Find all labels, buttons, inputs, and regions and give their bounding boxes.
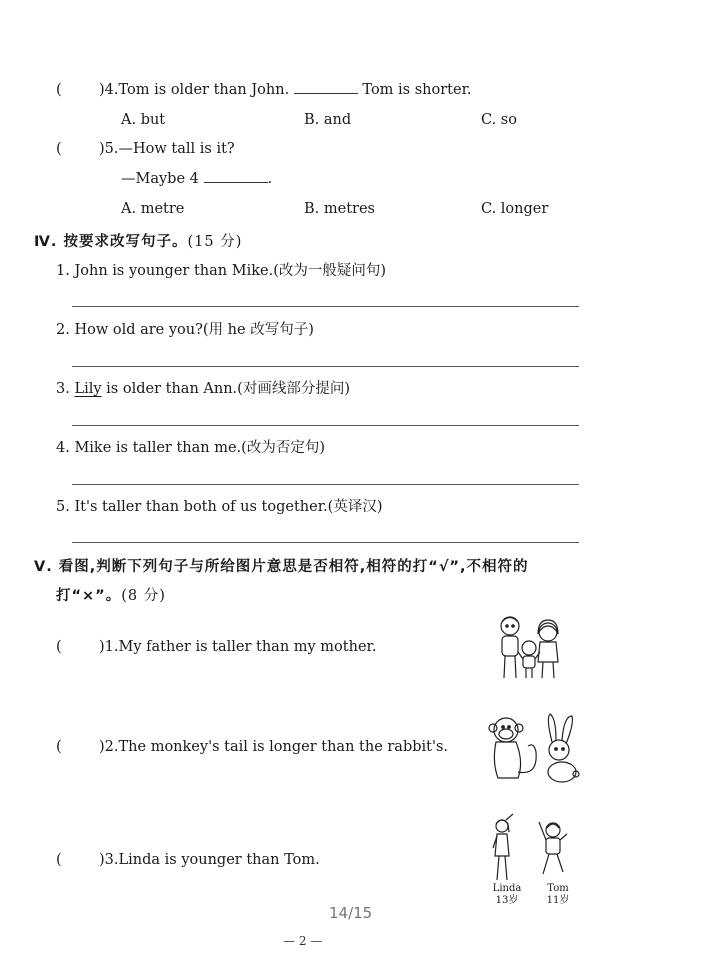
family-illustration <box>494 612 564 680</box>
q4-option-c: C. so <box>481 112 517 128</box>
tom-caption <box>538 883 578 907</box>
q5-paren: ( <box>56 141 62 157</box>
s4-item-4-text: 4. Mike is taller than me. <box>56 440 242 456</box>
section5-points: (8 分) <box>121 588 166 604</box>
tom-name: Tom <box>547 883 569 894</box>
q5-question: —How tall is it? <box>118 141 235 157</box>
s5-q2-text: The monkey's tail is longer than the rabbit's. <box>118 739 449 755</box>
father-figure <box>501 617 519 678</box>
linda-name: Linda <box>492 883 522 894</box>
child-figure <box>518 641 540 678</box>
q4-option-a: A. but <box>121 112 166 128</box>
s5-q2 <box>99 739 448 755</box>
tom-age: 11岁 <box>546 895 570 906</box>
s4-item-5-text: 5. It's taller than both of us together. <box>56 499 328 515</box>
linda-age: 13岁 <box>495 895 519 906</box>
s4-item-4-hint: (改为否定句) <box>241 440 325 456</box>
section5-heading-text: 打“×”。 <box>56 588 122 604</box>
s4-item-1 <box>56 259 386 280</box>
q4-text <box>99 82 472 98</box>
s5-q1-number: )1. <box>99 639 119 655</box>
rabbit-figure <box>548 714 579 782</box>
q4-option-b: B. and <box>304 112 352 128</box>
monkey-figure <box>489 718 536 778</box>
s4-answer-line-4[interactable] <box>72 484 579 485</box>
s5-q3 <box>99 852 320 868</box>
section5-heading-line1: Ⅴ. 看图,判断下列句子与所给图片意思是否相符,相符的打“√”,不相符的 <box>34 559 529 575</box>
s4-item-5 <box>56 495 382 516</box>
section4-points: (15 分) <box>187 234 243 250</box>
q4-blank[interactable] <box>294 92 358 94</box>
page-footer: — 2 — <box>283 934 323 948</box>
section4-title: Ⅳ. 按要求改写句子。 <box>34 234 188 250</box>
s5-q3-text: Linda is younger than Tom. <box>118 852 320 868</box>
q5-blank[interactable] <box>204 181 268 183</box>
section4-heading <box>34 230 242 251</box>
s4-answer-line-5[interactable] <box>72 542 579 543</box>
s4-answer-line-2[interactable] <box>72 366 579 367</box>
s4-item-3-underlined: Lily <box>74 381 102 397</box>
q4-sentence-a: Tom is older than John. <box>118 82 290 98</box>
s4-item-4 <box>56 436 325 457</box>
s4-item-3-hint: (对画线部分提问) <box>237 381 350 397</box>
s4-item-2-text: 2. How old are you? <box>56 322 203 338</box>
s4-item-1-hint: (改为一般疑问句) <box>273 263 387 279</box>
q5-option-b: B. metres <box>304 201 375 217</box>
s5-q2-paren: ( <box>56 739 62 755</box>
q5-period: . <box>267 171 273 187</box>
q5-option-a: A. metre <box>121 201 185 217</box>
q4-paren: ( <box>56 82 62 98</box>
page-indicator: 14/15 <box>329 904 373 922</box>
q5-answer-prefix: —Maybe 4 <box>121 171 199 187</box>
s4-item-2 <box>56 318 314 339</box>
s4-item-5-hint: (英译汉) <box>327 499 383 515</box>
s4-item-2-hint: (用 he 改写句子) <box>202 322 314 338</box>
section5-heading-line2 <box>56 584 166 605</box>
linda-caption <box>487 883 527 907</box>
linda-figure <box>493 814 513 880</box>
s4-item-3-text: is older than Ann. <box>106 381 238 397</box>
s4-item-3 <box>56 377 350 398</box>
s5-q1 <box>99 639 376 655</box>
linda-tom-illustration <box>487 812 579 884</box>
s5-q2-number: )2. <box>99 739 119 755</box>
s5-q1-paren: ( <box>56 639 62 655</box>
mother-figure <box>538 620 558 678</box>
q4-number: )4. <box>99 82 119 98</box>
s4-answer-line-3[interactable] <box>72 425 579 426</box>
s4-answer-line-1[interactable] <box>72 306 579 307</box>
q5-option-c: C. longer <box>481 201 549 217</box>
q5-text <box>99 141 235 157</box>
q5-number: )5. <box>99 141 119 157</box>
s4-item-3-number: 3. <box>56 381 70 397</box>
s5-q3-number: )3. <box>99 852 119 868</box>
q4-sentence-b: Tom is shorter. <box>362 82 472 98</box>
tom-figure <box>539 822 567 874</box>
s4-item-1-text: 1. John is younger than Mike. <box>56 263 274 279</box>
monkey-rabbit-illustration <box>486 712 582 784</box>
s5-q3-paren: ( <box>56 852 62 868</box>
s5-q1-text: My father is taller than my mother. <box>118 639 377 655</box>
q5-line2 <box>121 171 272 187</box>
